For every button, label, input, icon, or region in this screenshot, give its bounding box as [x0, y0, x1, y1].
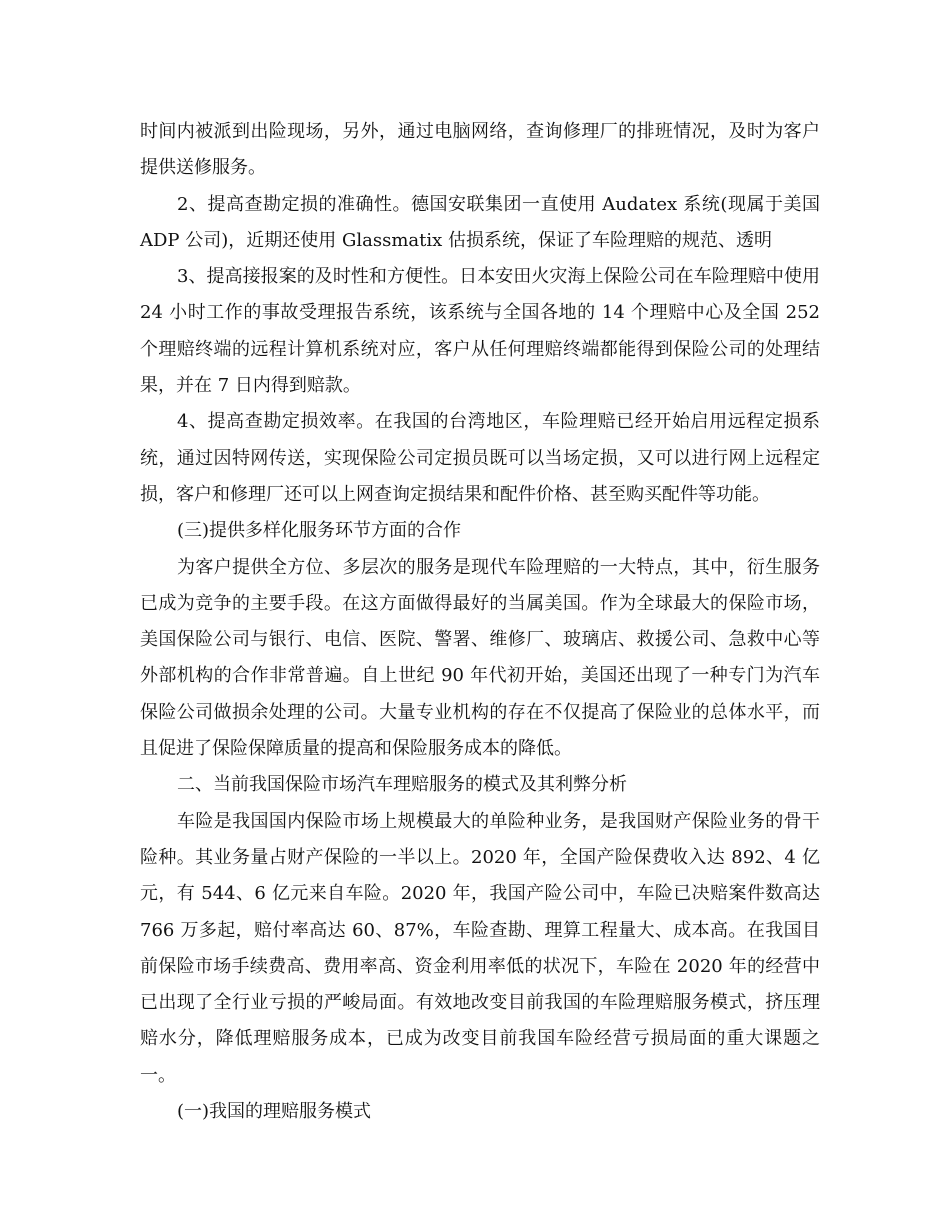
paragraph-item-3: 3、提高接报案的及时性和方便性。日本安田火灾海上保险公司在车险理赔中使用 24 小时工作的事故受理报告系统，该系统与全国各地的 14 个理赔中心及全国 252 个理赔终端的远程计算机系统对应，客户从任何理赔终端都能得到保险公司的处理结果，并在 7 日内得到赔款。 — [140, 266, 820, 397]
section-heading-1: (一)我国的理赔服务模式 — [177, 1101, 372, 1123]
section-heading-3: (三)提供多样化服务环节方面的合作 — [177, 520, 462, 542]
document-page — [140, 114, 820, 1130]
paragraph-item-4: 4、提高查勘定损效率。在我国的台湾地区，车险理赔已经开始启用远程定损系统，通过因特网传送，实现保险公司定损员既可以当场定损，又可以进行网上远程定损，客户和修理厂还可以上网查询定损结果和配件价格、甚至购买配件等功能。 — [140, 411, 820, 505]
paragraph-continuation: 时间内被派到出险现场，另外，通过电脑网络，查询修理厂的排班情况，及时为客户提供送修服务。 — [140, 121, 820, 179]
paragraph-item-2: 2、提高查勘定损的准确性。德国安联集团一直使用 Audatex 系统(现属于美国 ADP 公司)，近期还使用 Glassmatix 估损系统，保证了车险理赔的规范、透明 — [140, 193, 820, 251]
paragraph-auto-insurance: 车险是我国国内保险市场上规模最大的单险种业务，是我国财产保险业务的骨干险种。其业务量占财产保险的一半以上。2020 年，全国产险保费收入达 892、4 亿元，有 544、6 亿元来自车险。2020 年，我国产险公司中，车险已决赔案件数高达 766 万多起，赔付率高达 60、87%，车险查勘、理算工程量大、成本高。在我国目前保险市场手续费高、费用率高、资金利用率低的状况下，车险在 2020 年的经营中已出现了全行业亏损的严峻局面。有效地改变目前我国的车险理赔服务模式，挤压理赔水分，降低理赔服务成本，已成为改变目前我国车险经营亏损局面的重大课题之一。 — [140, 810, 820, 1086]
chapter-heading-2: 二、当前我国保险市场汽车理赔服务的模式及其利弊分析 — [177, 774, 627, 796]
paragraph-cooperation: 为客户提供全方位、多层次的服务是现代车险理赔的一大特点，其中，衍生服务已成为竞争的主要手段。在这方面做得最好的当属美国。作为全球最大的保险市场，美国保险公司与银行、电信、医院、警署、维修厂、玻璃店、救援公司、急救中心等外部机构的合作非常普遍。自上世纪 90 年代初开始，美国还出现了一种专门为汽车保险公司做损余处理的公司。大量专业机构的存在不仅提高了保险业的总体水平，而且促进了保险保障质量的提高和保险服务成本的降低。 — [140, 556, 820, 760]
